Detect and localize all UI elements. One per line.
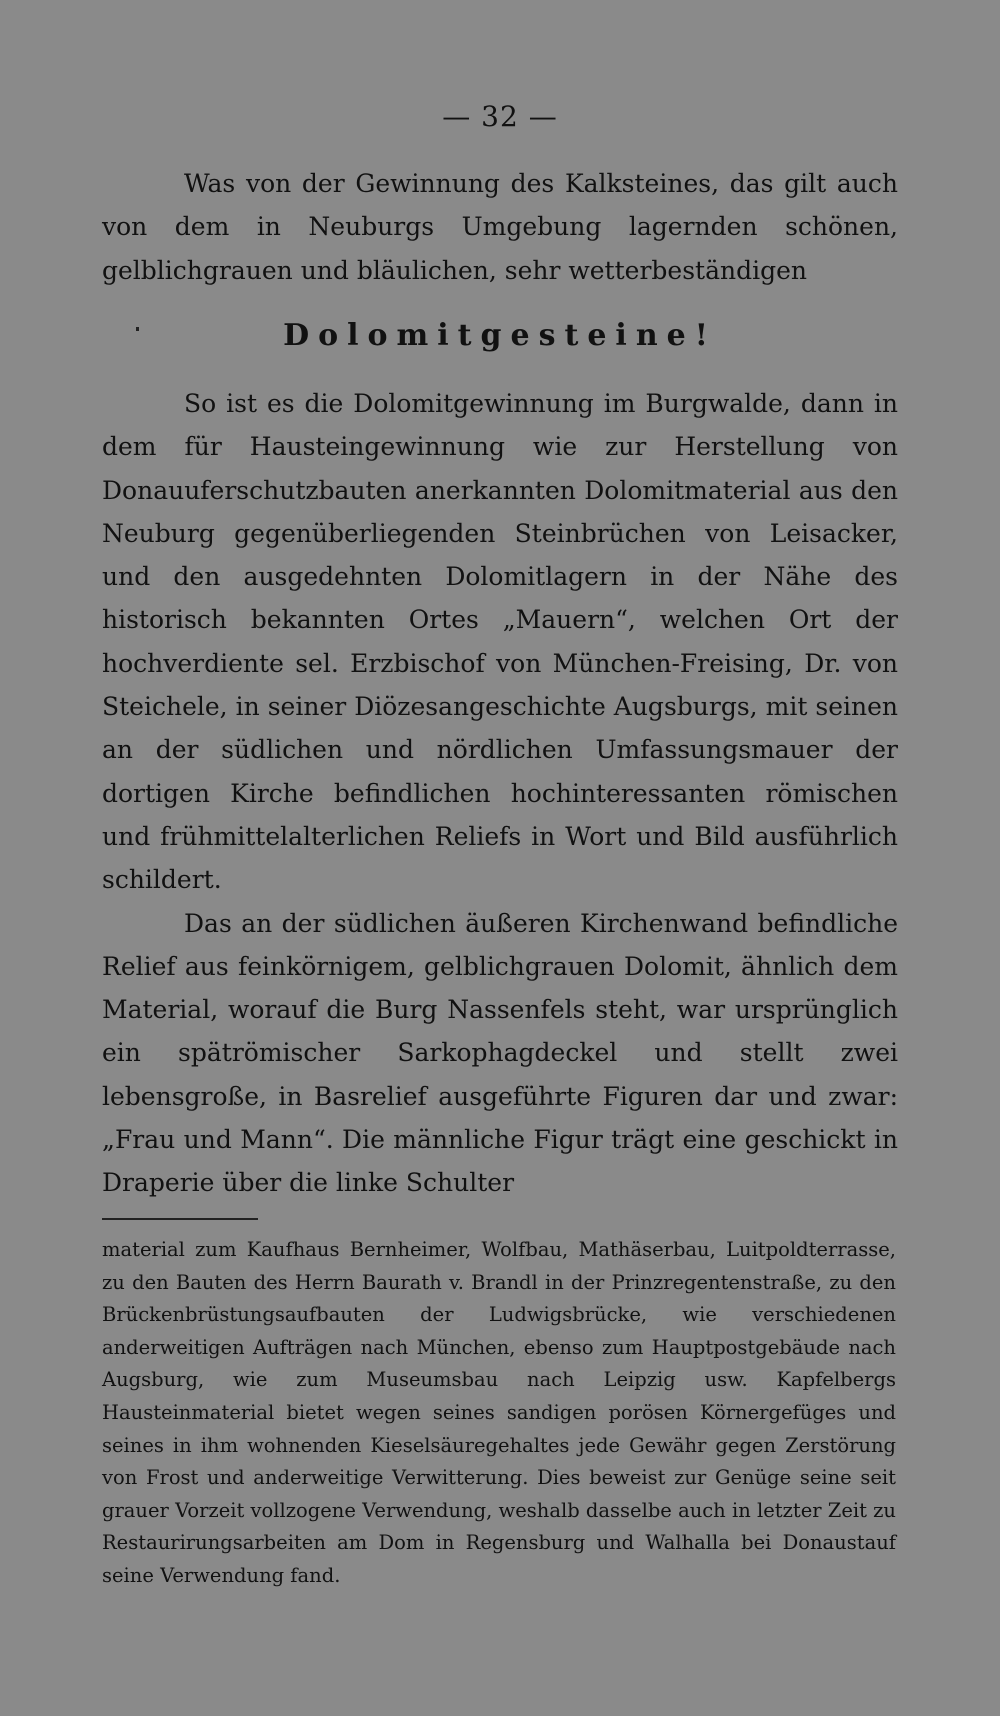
footnote: [102, 1234, 896, 1593]
intro-paragraph: Was von der Gewinnung des Kalksteines, das gilt auch von dem in Neuburgs Umgebung lagernden schönen, gelblichgrauen und bläulichen, sehr wetterbeständigen: [102, 169, 898, 285]
paragraph-relief: Das an der südlichen äußeren Kirchenwand befindliche Relief aus feinkörnigem, gelblichgrauen Dolomit, ähnlich dem Material, worauf die Burg Nassenfels steht, war ursprünglich ein spätrömischer Sarkophagdeckel und stellt zwei lebensgroße, in Basrelief ausgeführte Figuren dar und zwar: „Frau und Mann“. Die männliche Figur trägt eine geschickt in Draperie über die linke Schulter: [102, 908, 898, 1198]
intro-block: [102, 162, 898, 292]
paragraph-dolomit: So ist es die Dolomitgewinnung im Burgwalde, dann in dem für Hausteingewinnung wie zur Herstellung von Donauuferschutzbauten anerkannten Dolomitmaterial aus den Neuburg gegenüberliegenden Steinbrüchen von Leisacker, und den ausgedehnten Dolomitlagern in der Nähe des historisch bekannten Ortes „Mauern“, welchen Ort der hochverdiente sel. Erzbischof von München-Freising, Dr. von Steichele, in seiner Diözesangeschichte Augsburgs, mit seinen an der südlichen und nördlichen Umfassungsmauer der dortigen Kirche befindlichen hochinteressanten römischen und frühmittelalterlichen Reliefs in Wort und Bild ausführlich schildert.: [102, 389, 898, 895]
footnote-divider: [102, 1218, 258, 1220]
section-heading: Dolomitgesteine!: [283, 318, 717, 353]
footnote-text: material zum Kaufhaus Bernheimer, Wolfbau, Mathäserbau, Luitpoldterrasse, zu den Bauten des Herrn Baurath v. Brandl in der Prinzregentenstraße, zu den Brückenbrüstungsaufbauten der Ludwigsbrücke, wie verschiedenen anderweitigen Aufträgen nach München, ebenso zum Hauptpostgebäude nach Augsburg, wie zum Museumsbau nach Leipzig usw. Kapfelbergs Hausteinmaterial bietet wegen seines sandigen porösen Körnergefüges und seines in ihm wohnenden Kieselsäuregehaltes jede Gewähr gegen Zerstörung von Frost und anderweitige Verwitterung. Dies beweist zur Genüge seine seit grauer Vorzeit vollzogene Verwendung, weshalb dasselbe auch in letzter Zeit zu Restaurirungsarbeiten am Dom in Regensburg und Walhalla bei Donaustauf seine Verwendung fand.: [102, 1238, 896, 1587]
page-number: — 32 —: [442, 100, 558, 133]
body-text: [102, 382, 898, 1205]
